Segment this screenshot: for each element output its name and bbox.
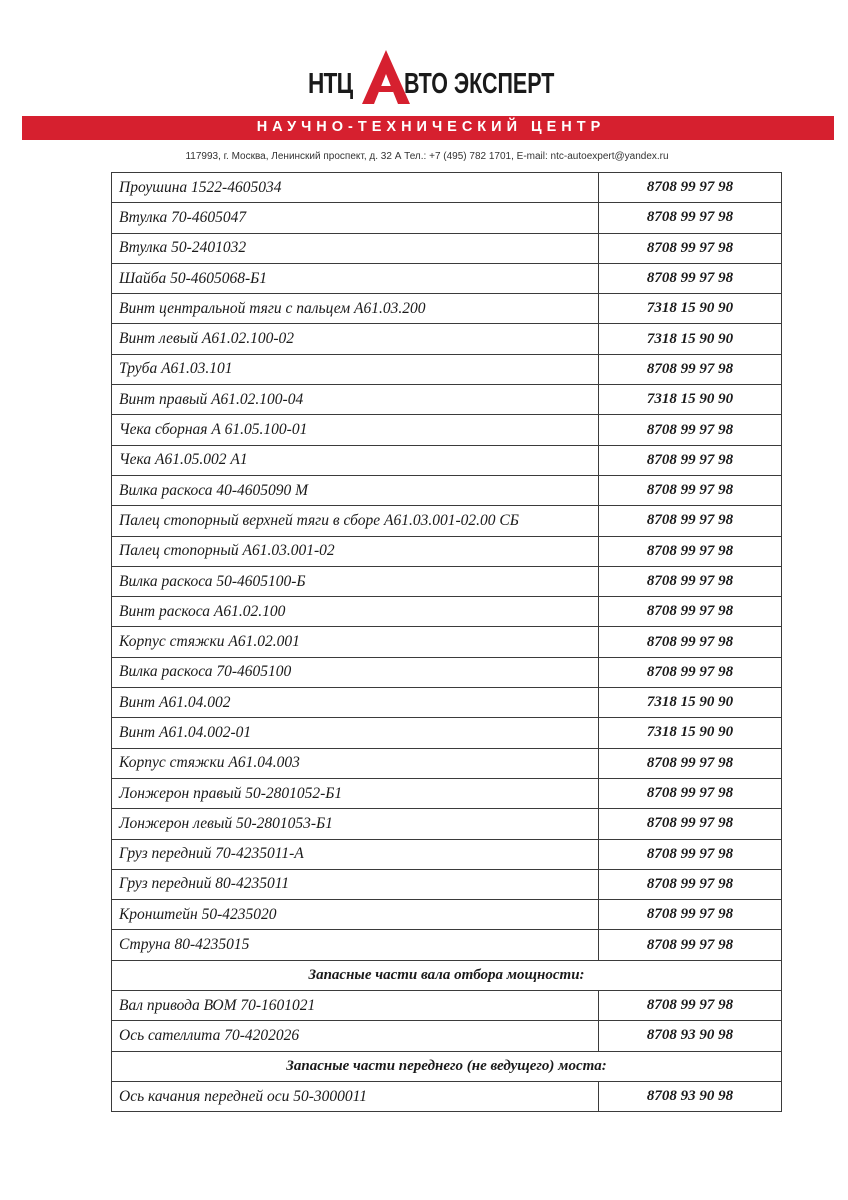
part-name-cell: Груз передний 80-4235011 [112,869,599,899]
table-row [112,506,782,536]
table-row [112,233,782,263]
table-row [112,536,782,566]
table-row [112,415,782,445]
part-name-cell: Втулка 70-4605047 [112,203,599,233]
tariff-code-cell: 8708 99 97 98 [599,203,782,233]
tariff-code-cell: 7318 15 90 90 [599,324,782,354]
table-row [112,930,782,960]
table-row [112,991,782,1021]
tariff-code-cell: 8708 99 97 98 [599,506,782,536]
table-row [112,657,782,687]
part-name-cell: Винт левый А61.02.100-02 [112,324,599,354]
part-name-cell: Проушина 1522-4605034 [112,173,599,203]
part-name-cell: Палец стопорный верхней тяги в сборе А61.03.001-02.00 СБ [112,506,599,536]
part-name-cell: Палец стопорный А61.03.001-02 [112,536,599,566]
tariff-code-cell: 8708 99 97 98 [599,778,782,808]
part-name-cell: Винт центральной тяги с пальцем А61.03.200 [112,294,599,324]
part-name-cell: Винт А61.04.002 [112,688,599,718]
table-row [112,385,782,415]
tariff-code-cell: 8708 99 97 98 [599,809,782,839]
tariff-code-cell: 8708 99 97 98 [599,445,782,475]
table-row [112,1081,782,1111]
tariff-code-cell: 8708 99 97 98 [599,415,782,445]
table-row [112,839,782,869]
tariff-code-cell: 8708 99 97 98 [599,263,782,293]
band-title: НАУЧНО-ТЕХНИЧЕСКИЙ ЦЕНТР [256,119,606,135]
part-name-cell: Ось сателлита 70-4202026 [112,1021,599,1051]
table-row [112,173,782,203]
part-name-cell: Лонжерон правый 50-2801052-Б1 [112,778,599,808]
table-row [112,597,782,627]
part-name-cell: Чека А61.05.002 А1 [112,445,599,475]
tariff-code-cell: 8708 93 90 98 [599,1081,782,1111]
tariff-code-cell: 7318 15 90 90 [599,294,782,324]
part-name-cell: Вилка раскоса 50-4605100-Б [112,566,599,596]
table-row [112,778,782,808]
tariff-code-cell: 8708 99 97 98 [599,900,782,930]
tariff-code-cell: 8708 99 97 98 [599,597,782,627]
tariff-code-cell: 8708 93 90 98 [599,1021,782,1051]
table-row [112,900,782,930]
part-name-cell: Винт А61.04.002-01 [112,718,599,748]
table-row [112,566,782,596]
section-header-row [112,1051,782,1081]
tariff-code-cell: 8708 99 97 98 [599,475,782,505]
table-row [112,294,782,324]
part-name-cell: Груз передний 70-4235011-А [112,839,599,869]
part-name-cell: Кронштейн 50-4235020 [112,900,599,930]
tariff-code-cell: 8708 99 97 98 [599,748,782,778]
table-row [112,627,782,657]
part-name-cell: Чека сборная А 61.05.100-01 [112,415,599,445]
tariff-code-cell: 8708 99 97 98 [599,173,782,203]
table-row [112,688,782,718]
tariff-code-cell: 7318 15 90 90 [599,718,782,748]
table-row [112,203,782,233]
part-name-cell: Корпус стяжки А61.04.003 [112,748,599,778]
table-row [112,445,782,475]
tariff-code-cell: 8708 99 97 98 [599,233,782,263]
tariff-code-cell: 8708 99 97 98 [599,991,782,1021]
tariff-code-cell: 7318 15 90 90 [599,385,782,415]
section-header-row [112,960,782,990]
part-name-cell: Шайба 50-4605068-Б1 [112,263,599,293]
logo-suffix: ВТО ЭКСПЕРТ [404,68,555,100]
table-row [112,354,782,384]
part-name-cell: Вилка раскоса 40-4605090 М [112,475,599,505]
tariff-code-cell: 8708 99 97 98 [599,839,782,869]
header-band [22,116,834,140]
table-row [112,263,782,293]
tariff-code-cell: 8708 99 97 98 [599,930,782,960]
tariff-code-cell: 8708 99 97 98 [599,566,782,596]
section-title: Запасные части переднего (не ведущего) моста: [112,1051,782,1081]
part-name-cell: Труба А61.03.101 [112,354,599,384]
contact-address: 117993, г. Москва, Ленинский проспект, д. 32 А Тел.: +7 (495) 782 1701, E-mail: ntc-autoexpert@yandex.ru [185,151,669,162]
company-logo [300,48,560,110]
part-name-cell: Вилка раскоса 70-4605100 [112,657,599,687]
parts-table [111,172,782,1112]
tariff-code-cell: 8708 99 97 98 [599,536,782,566]
table-row [112,718,782,748]
section-title: Запасные части вала отбора мощности: [112,960,782,990]
part-name-cell: Корпус стяжки А61.02.001 [112,627,599,657]
part-name-cell: Втулка 50-2401032 [112,233,599,263]
part-name-cell: Струна 80-4235015 [112,930,599,960]
logo-prefix: НТЦ [308,68,353,100]
table-row [112,809,782,839]
part-name-cell: Ось качания передней оси 50-3000011 [112,1081,599,1111]
table-row [112,475,782,505]
tariff-code-cell: 8708 99 97 98 [599,657,782,687]
tariff-code-cell: 8708 99 97 98 [599,627,782,657]
table-row [112,324,782,354]
tariff-code-cell: 8708 99 97 98 [599,354,782,384]
tariff-code-cell: 7318 15 90 90 [599,688,782,718]
part-name-cell: Лонжерон левый 50-2801053-Б1 [112,809,599,839]
tariff-code-cell: 8708 99 97 98 [599,869,782,899]
table-row [112,1021,782,1051]
part-name-cell: Винт раскоса А61.02.100 [112,597,599,627]
parts-table-body [112,173,782,1112]
table-row [112,869,782,899]
part-name-cell: Винт правый А61.02.100-04 [112,385,599,415]
part-name-cell: Вал привода ВОМ 70-1601021 [112,991,599,1021]
table-row [112,748,782,778]
